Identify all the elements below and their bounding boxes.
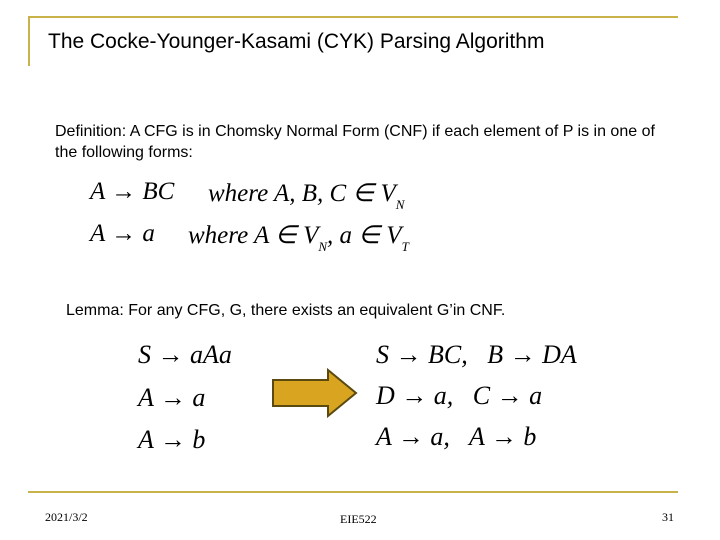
grammar-left-rule-3: A → b <box>138 425 206 454</box>
title-rule-left <box>28 16 30 66</box>
lemma-label: Lemma: <box>66 302 124 319</box>
cnf-form-2-where-text: where A ∈ V <box>188 222 319 249</box>
cnf-form-2-where <box>188 220 409 254</box>
grammar-right-rule-2: D → a, C → a <box>376 381 543 410</box>
lemma-paragraph <box>66 302 505 320</box>
cnf-form-1-where <box>208 178 405 212</box>
footer-course: EIE522 <box>340 512 377 526</box>
footer-rule <box>28 491 678 493</box>
definition-text: A CFG is in Chomsky Normal Form (CNF) if each element of P is in one of the following forms: <box>55 123 655 161</box>
definition-label: Definition: <box>55 123 127 140</box>
grammar-left-rule-2: A → a <box>138 383 206 412</box>
grammar-right-rule-1: S → BC, B → DA <box>376 340 577 369</box>
lemma-text: For any CFG, G, there exists an equivalent G’in CNF. <box>123 302 506 319</box>
right-arrow-icon <box>270 368 360 418</box>
cnf-form-1-subscript: N <box>395 197 405 212</box>
cnf-form-1-rule: A → BC <box>90 178 175 205</box>
cnf-form-2-rule: A → a <box>90 220 155 247</box>
definition-paragraph <box>55 121 665 163</box>
cnf-form-2-where-suffix: , a ∈ V <box>327 222 402 249</box>
cnf-form-2-subscript-2: T <box>401 239 409 254</box>
cnf-form-2-subscript-1: N <box>318 239 328 254</box>
grammar-left-rule-1: S → aAa <box>138 340 232 369</box>
title-rule-top <box>28 16 678 18</box>
slide-title: The Cocke-Younger-Kasami (CYK) Parsing Algorithm <box>48 30 545 53</box>
grammar-right-rule-3: A → a, A → b <box>376 422 537 451</box>
footer-page-number: 31 <box>662 510 674 524</box>
cnf-form-1-where-text: where A, B, C ∈ V <box>208 180 396 207</box>
footer-date: 2021/3/2 <box>45 510 88 524</box>
